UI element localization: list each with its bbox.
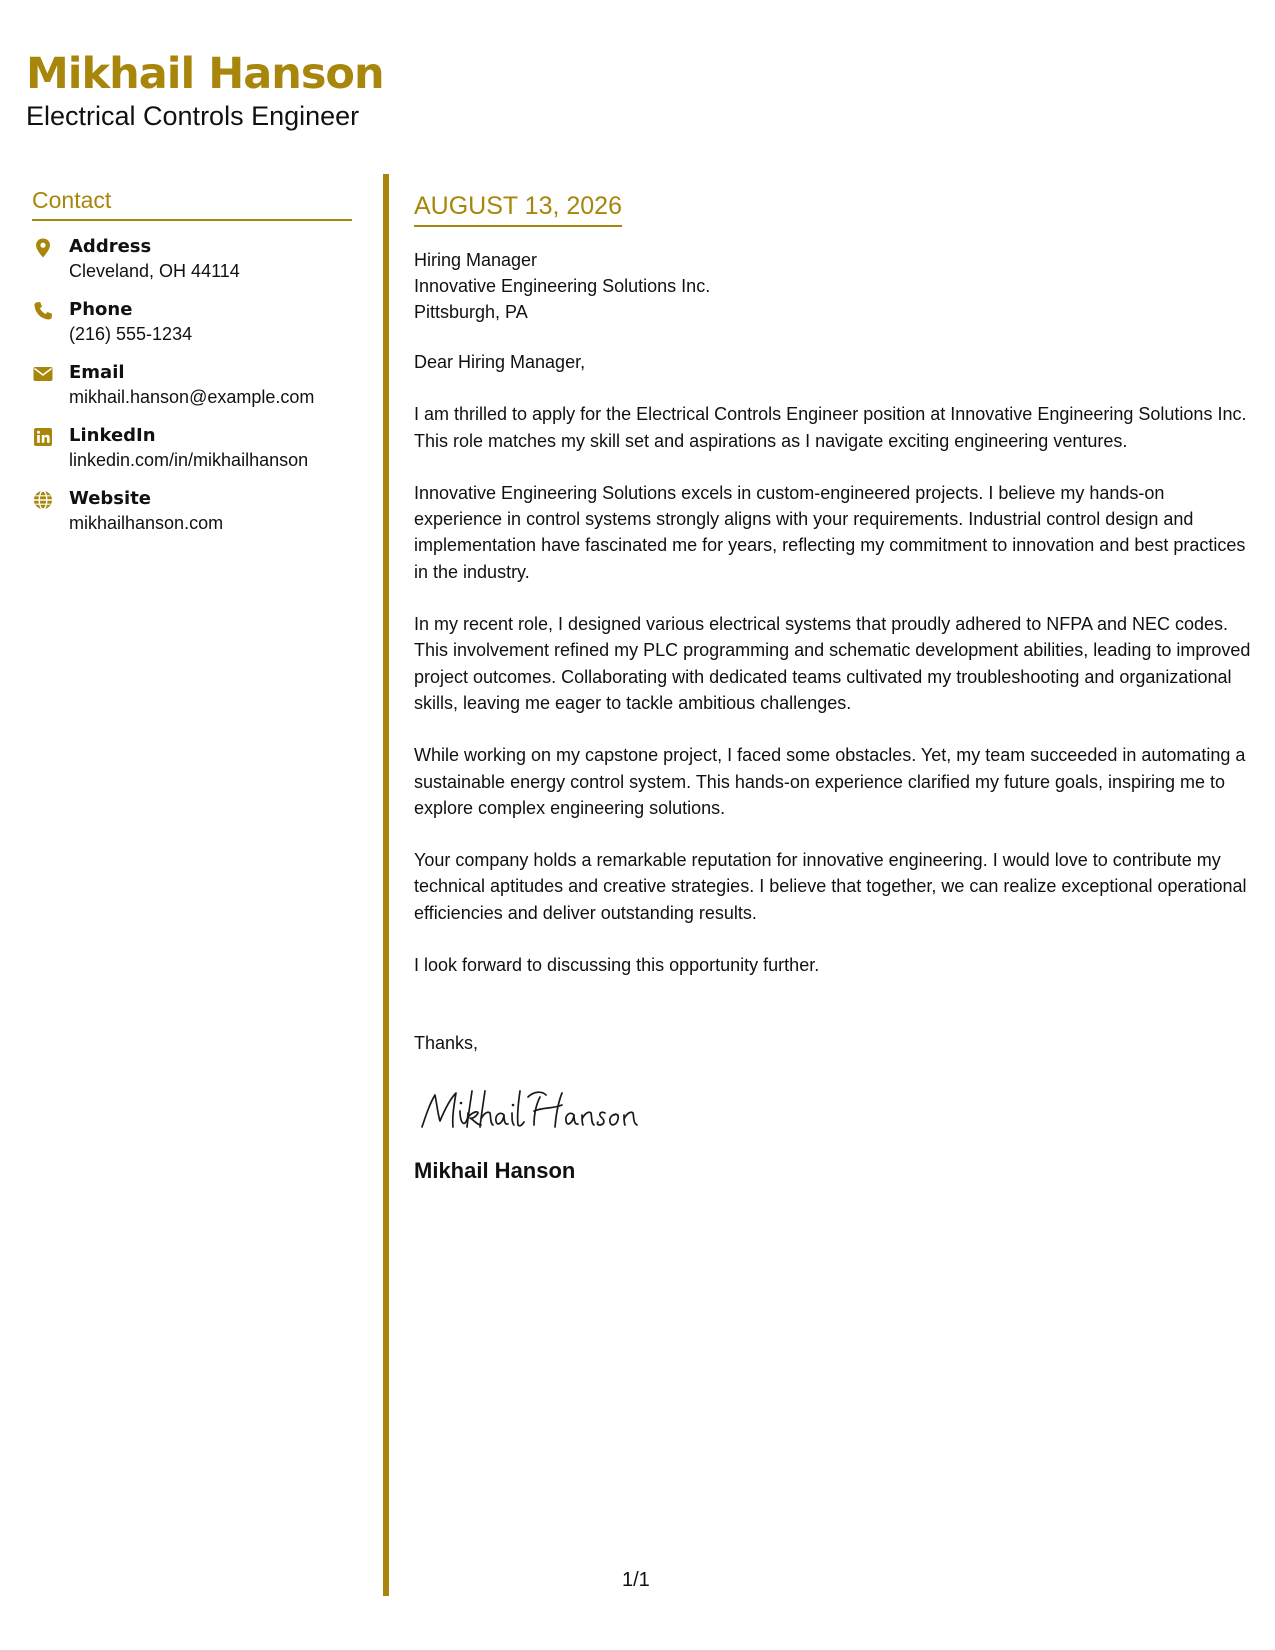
globe-icon <box>32 489 54 511</box>
letter-paragraph: I am thrilled to apply for the Electrical Controls Engineer position at Innovative Engineering Solutions Inc. This role matches my skill set and aspirations as I navigate exciting engineering ventures. <box>414 404 1247 451</box>
contact-text <box>69 487 223 536</box>
applicant-name: Mikhail Hanson <box>26 49 384 99</box>
letter-paragraph: I look forward to discussing this opportunity further. <box>414 955 820 976</box>
vertical-divider <box>383 174 389 1596</box>
email-value: mikhail.hanson@example.com <box>69 387 315 407</box>
contact-text <box>69 298 192 347</box>
letter-paragraph: Innovative Engineering Solutions excels in custom-engineered projects. I believe my hands-on experience in control systems strongly aligns with your requirements. Industrial control design and implementation have fascinated me for years, reflecting my commitment to innovation and best practices in the industry. <box>414 482 1246 582</box>
recipient-block <box>414 247 1254 325</box>
phone-icon <box>32 300 54 322</box>
linkedin-icon <box>32 426 54 448</box>
linkedin-value: linkedin.com/in/mikhailhanson <box>69 450 309 470</box>
header <box>26 46 384 133</box>
recipient-name: Hiring Manager <box>414 250 538 270</box>
recipient-location: Pittsburgh, PA <box>414 302 528 322</box>
address-value: Cleveland, OH 44114 <box>69 261 240 281</box>
page-number: 1/1 <box>622 1569 650 1591</box>
salutation: Dear Hiring Manager, <box>414 352 586 372</box>
contact-label: Phone <box>69 299 133 320</box>
signed-name: Mikhail Hanson <box>414 1157 576 1183</box>
letter-body <box>414 190 1254 1185</box>
contact-list <box>32 235 352 550</box>
contact-label: LinkedIn <box>69 425 156 446</box>
contact-item-email <box>32 361 352 424</box>
closing: Thanks, <box>414 1033 479 1054</box>
contact-sidebar <box>32 185 352 550</box>
envelope-icon <box>32 363 54 385</box>
contact-item-address <box>32 235 352 298</box>
contact-text <box>69 235 240 284</box>
job-title: Electrical Controls Engineer <box>26 101 360 131</box>
contact-text <box>69 424 308 473</box>
contact-item-phone <box>32 298 352 361</box>
map-marker-icon <box>32 237 54 259</box>
letter-date: AUGUST 13, 2026 <box>414 190 622 227</box>
phone-value: (216) 555-1234 <box>69 324 193 344</box>
contact-item-website <box>32 487 352 550</box>
contact-heading: Contact <box>32 185 352 221</box>
handwritten-signature <box>416 1087 666 1135</box>
contact-text <box>69 361 314 410</box>
website-value: mikhailhanson.com <box>69 513 224 533</box>
letter-paragraph: Your company holds a remarkable reputation for innovative engineering. I would love to contribute my technical aptitudes and creative strategies. I believe that together, we can realize exceptional operational efficiencies and deliver outstanding results. <box>414 850 1247 923</box>
contact-item-linkedin <box>32 424 352 487</box>
contact-label: Address <box>69 236 152 257</box>
letter-paragraph: In my recent role, I designed various electrical systems that proudly adhered to NFPA and NEC codes. This involvement refined my PLC programming and schematic development abilities, leading to improved project outcomes. Collaborating with dedicated teams cultivated my troubleshooting and organizational skills, leaving me eager to tackle ambitious challenges. <box>414 614 1251 713</box>
recipient-company: Innovative Engineering Solutions Inc. <box>414 276 711 296</box>
letter-paragraph: While working on my capstone project, I faced some obstacles. Yet, my team succeeded in automating a sustainable energy control system. This hands-on experience clarified my future goals, inspiring me to explore complex engineering solutions. <box>414 745 1246 818</box>
contact-label: Website <box>69 488 152 509</box>
contact-label: Email <box>69 362 125 383</box>
